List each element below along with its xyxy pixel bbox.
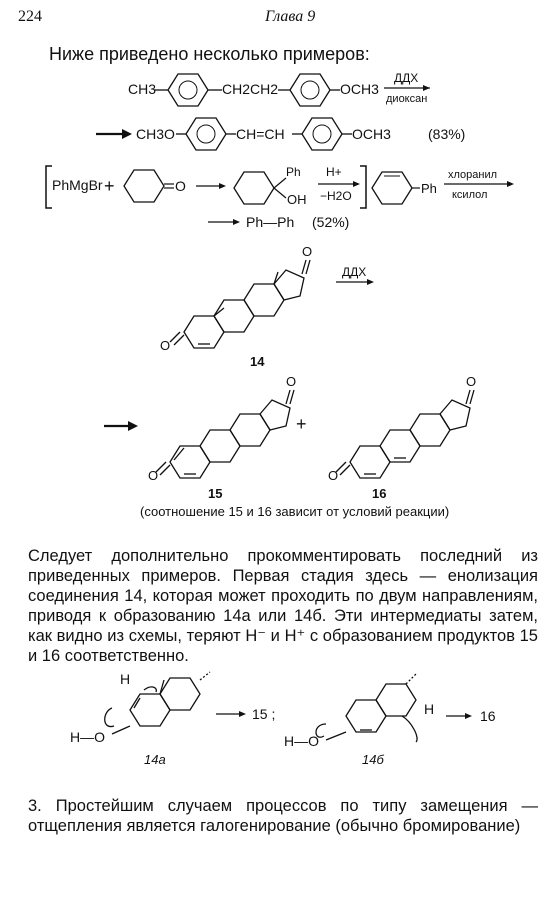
cyclohexanol-ring [234,172,274,204]
product-och3: OCH3 [352,126,391,142]
steroid-products [100,368,540,500]
benzene-ring [302,118,342,150]
compound-16-label: 16 [372,486,387,500]
label-14a: 14а [144,752,166,767]
chapter-title: Глава 9 [265,8,316,25]
mechanism-product-15: 15 ; [252,706,276,722]
steroid-14 [160,238,400,370]
phenyl-label-2: Ph [421,181,437,196]
plus-sign: + [104,176,115,196]
solvent-xylene: ксилол [452,189,488,201]
section-3-text: 3. Простейшим случаем процессов по типу замещения — отщепления является галогенирование (обычно бромирование) [28,797,538,835]
product-chch: CH=CH [236,126,285,142]
reactant-och3: OCH3 [340,81,379,97]
c3-oxygen: O [160,338,171,353]
product15-c17-oxygen: O [286,374,297,389]
label-14b: 14б [362,752,384,767]
mechanism-ho-14b: H—O [284,733,319,749]
cyclohexanone-ring [124,170,164,202]
solvent-dioxane: диоксан [386,93,428,105]
product-ch3o: CH3O [136,126,175,142]
phenyl-label: Ph [286,165,301,179]
hydroxyl-label: OH [287,192,307,207]
c17-oxygen: O [302,244,313,259]
mechanism-h-14a: H [120,671,131,687]
intro-text: Ниже приведено несколько примеров: [49,44,370,64]
scheme-stilbene [0,66,560,166]
ratio-caption: (соотношение 15 и 16 зависит от условий реакции) [140,504,450,519]
benzene-ring [290,74,330,106]
section-3-paragraph [28,796,538,836]
linker-ch2ch2: CH2CH2 [222,81,279,97]
mechanism-product-16: 16 [480,708,496,724]
mechanism-h-14b: H [424,701,435,717]
reagent-ddq: ДДХ [394,71,419,85]
benzene-ring [186,118,226,150]
compound-14-label: 14 [250,354,265,369]
benzene-ring [168,74,208,106]
ketone-oxygen: O [175,178,186,194]
ddq-label: ДДХ [342,265,367,279]
paragraph-text: Следует дополнительно прокомментировать последний из приведенных примеров. Первая стадия здесь — енолизация соединения 14, которая может проходить по двум направлениям, приводя к образованию 14а или 14б. Эти интермедиаты затем, как видно из схемы, теряют H⁻ и H⁺ с образованием продуктов 15 и 16 соответственно. [28,547,538,665]
product15-c3-oxygen: O [148,468,159,483]
explanation-paragraph [28,546,538,666]
mechanism-ho-14a: H—O [70,729,105,745]
acid-label: H+ [326,165,342,179]
reactant-ch3: CH3 [128,81,157,97]
product16-c17-oxygen: O [466,374,477,389]
product16-c3-oxygen: O [328,468,339,483]
cyclohexene-ring [372,172,412,204]
compound-15-label: 15 [208,486,223,500]
yield-52: (52%) [312,214,350,230]
grignard-reagent: PhMgBr [52,177,103,193]
plus-sign-products: + [296,414,307,434]
mechanism-scheme [40,660,540,780]
reagent-chloranil: хлоранил [448,169,498,181]
scheme-biphenyl [0,160,560,240]
yield-83: (83%) [428,126,466,142]
page-number: 224 [18,8,42,25]
water-label: −H2O [320,189,352,203]
product-biphenyl: Ph—Ph [246,214,295,230]
